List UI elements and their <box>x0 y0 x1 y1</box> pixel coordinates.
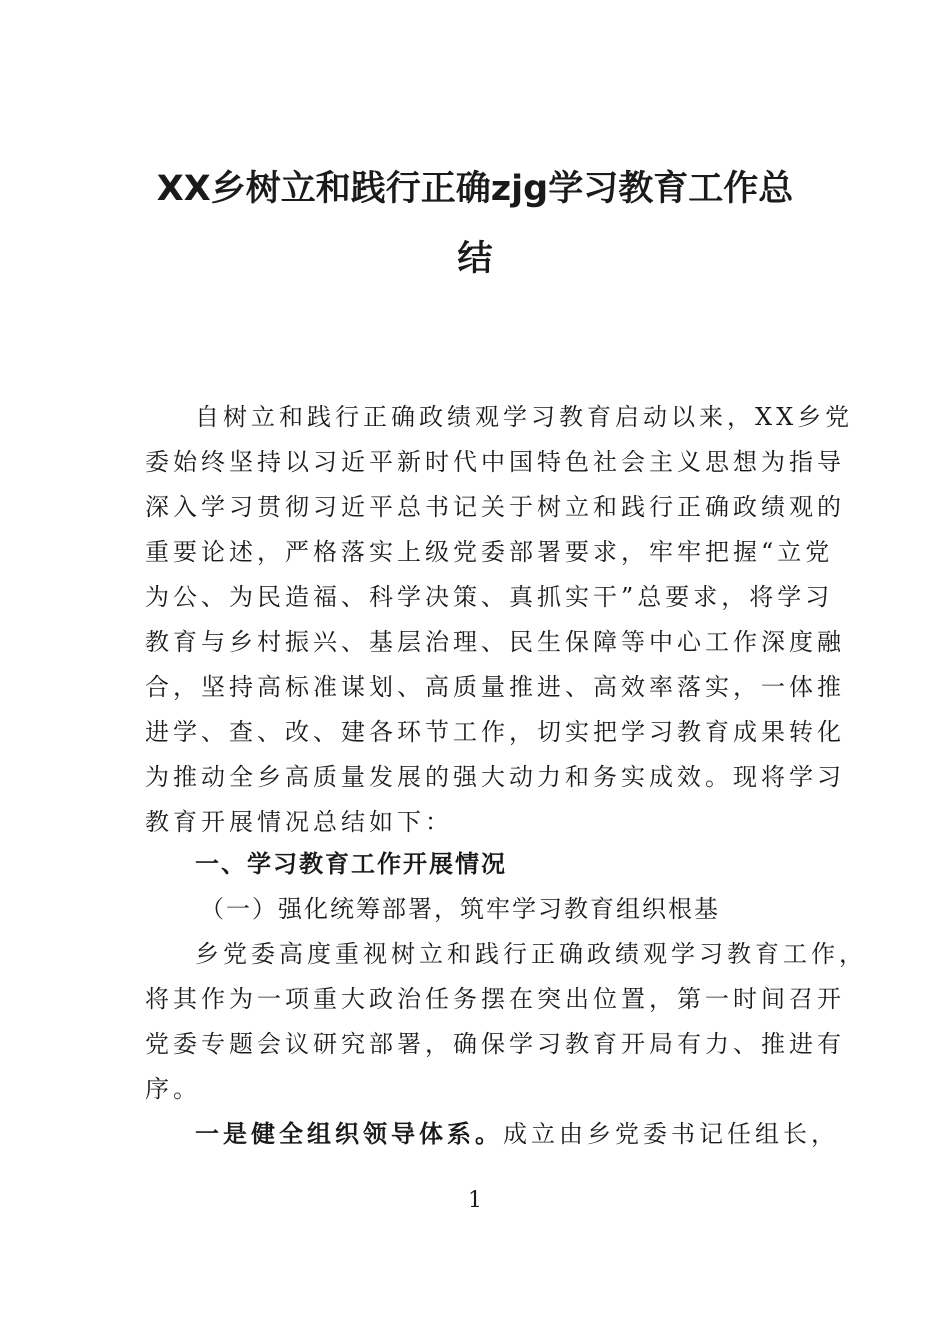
paragraph-1-line-3: 深入学习贯彻习近平总书记关于树立和践行正确政绩观的 <box>145 493 845 521</box>
paragraph-1-line-10: 教育开展情况总结如下： <box>145 808 453 836</box>
page-number: 1 <box>468 1188 482 1213</box>
paragraph-1-line-2: 委始终坚持以习近平新时代中国特色社会主义思想为指导 <box>145 448 845 476</box>
paragraph-2-line-3: 党委专题会议研究部署，确保学习教育开局有力、推进有 <box>145 1030 845 1058</box>
paragraph-3-text: 成立由乡党委书记任组长， <box>503 1120 839 1148</box>
paragraph-1-line-5: 为公、为民造福、科学决策、真抓实干”总要求，将学习 <box>145 583 834 611</box>
paragraph-1-line-6: 教育与乡村振兴、基层治理、民生保障等中心工作深度融 <box>145 628 845 656</box>
subsection-heading-1: （一）强化统筹部署，筑牢学习教育组织根基 <box>200 895 720 923</box>
paragraph-2-line-1: 乡党委高度重视树立和践行正确政绩观学习教育工作， <box>195 940 867 968</box>
paragraph-1-line-1: 自树立和践行正确政绩观学习教育启动以来，XX乡党 <box>195 403 854 431</box>
document-title-line-1: XX乡树立和践行正确zjg学习教育工作总 <box>156 169 794 209</box>
paragraph-3-line-1 <box>195 1120 839 1148</box>
paragraph-3-lead: 一是健全组织领导体系。 <box>195 1120 503 1148</box>
paragraph-1-line-8: 进学、查、改、建各环节工作，切实把学习教育成果转化 <box>145 718 845 746</box>
paragraph-1-line-7: 合，坚持高标准谋划、高质量推进、高效率落实，一体推 <box>145 673 845 701</box>
paragraph-1-line-9: 为推动全乡高质量发展的强大动力和务实成效。现将学习 <box>145 763 845 791</box>
section-heading-1: 一、学习教育工作开展情况 <box>195 850 507 878</box>
paragraph-2-line-4: 序。 <box>145 1075 201 1103</box>
paragraph-2-line-2: 将其作为一项重大政治任务摆在突出位置，第一时间召开 <box>145 985 845 1013</box>
paragraph-1-line-4: 重要论述，严格落实上级党委部署要求，牢牢把握“立党 <box>145 538 834 566</box>
document-title-line-2: 结 <box>457 239 493 279</box>
